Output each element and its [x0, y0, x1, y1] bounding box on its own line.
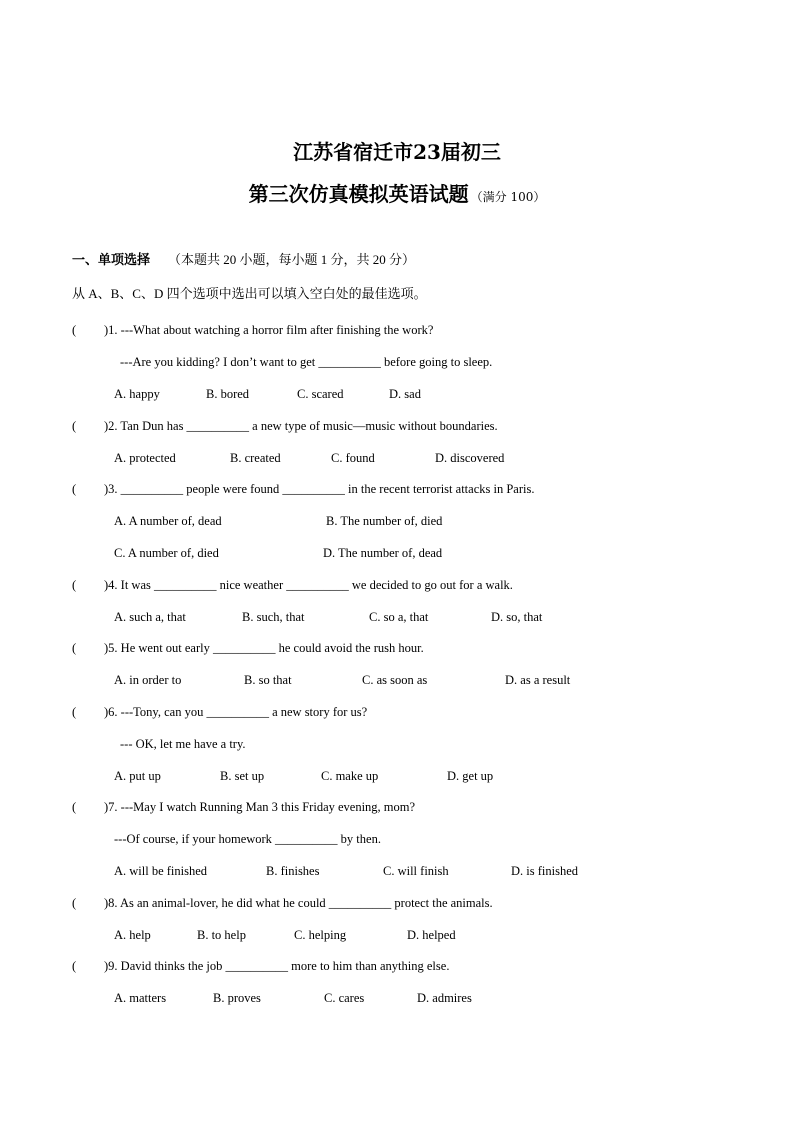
question-stem: )8. As an animal-lover, he did what he could __________ protect the animals. [104, 896, 493, 910]
option-c: C. helping [294, 928, 347, 942]
option-b: B. created [230, 451, 281, 465]
option-d: D. admires [417, 991, 472, 1005]
answer-bracket: ( [72, 323, 77, 337]
answer-bracket: ( [72, 641, 77, 655]
option-d: D. The number of, dead [323, 546, 443, 560]
option-a: A. matters [114, 991, 167, 1005]
option-c: C. found [331, 451, 375, 465]
option-c: C. cares [324, 991, 365, 1005]
answer-bracket: ( [72, 482, 77, 496]
answer-bracket: ( [72, 959, 77, 973]
option-b: B. so that [244, 673, 292, 687]
option-a: A. happy [114, 387, 160, 401]
answer-bracket: ( [72, 419, 77, 433]
question-1 [72, 322, 433, 338]
option-a: A. protected [114, 451, 176, 465]
answer-bracket: ( [72, 705, 77, 719]
question-8 [72, 895, 493, 911]
question-9 [72, 958, 449, 974]
option-b: B. such, that [242, 610, 305, 624]
question-6 [72, 704, 367, 720]
option-c: C. as soon as [362, 673, 428, 687]
option-d: D. discovered [435, 451, 505, 465]
option-c: C. so a, that [369, 610, 429, 624]
option-d: D. as a result [505, 673, 571, 687]
exam-subtitle-text: 第三次仿真模拟英语试题 [248, 182, 469, 206]
section-instruction: 从 A、B、C、D 四个选项中选出可以填入空白处的最佳选项。 [72, 286, 427, 301]
question-stem: )5. He went out early __________ he could avoid the rush hour. [104, 641, 424, 655]
option-b: B. bored [206, 387, 250, 401]
question-1-reply: ---Are you kidding? I don’t want to get __________ before going to sleep. [120, 355, 493, 369]
question-4 [72, 577, 513, 593]
question-stem: )4. It was __________ nice weather __________ we decided to go out for a walk. [104, 578, 513, 592]
option-a: A. A number of, dead [114, 514, 222, 528]
question-stem: )6. ---Tony, can you __________ a new story for us? [104, 705, 368, 719]
question-7-reply: ---Of course, if your homework __________ by then. [114, 832, 381, 846]
option-d: D. helped [407, 928, 456, 942]
option-c: C. make up [321, 769, 379, 783]
section-note: （本题共 20 小题，每小题 1 分，共 20 分） [168, 252, 416, 267]
option-b: B. The number of, died [326, 514, 443, 528]
question-6-reply: --- OK, let me have a try. [120, 737, 246, 751]
option-a: A. will be finished [114, 864, 208, 878]
option-d: D. get up [447, 769, 494, 783]
option-b: B. to help [197, 928, 246, 942]
answer-bracket: ( [72, 896, 77, 910]
option-a: A. help [114, 928, 151, 942]
option-b: B. finishes [266, 864, 320, 878]
option-a: A. put up [114, 769, 161, 783]
option-b: B. set up [220, 769, 265, 783]
question-stem: )1. ---What about watching a horror film after finishing the work? [104, 323, 434, 337]
question-5 [72, 640, 424, 656]
option-c: C. will finish [383, 864, 449, 878]
option-d: D. is finished [511, 864, 579, 878]
question-3 [72, 481, 534, 497]
exam-subtitle [0, 178, 794, 207]
option-a: A. such a, that [114, 610, 186, 624]
option-c: C. scared [297, 387, 344, 401]
option-c: C. A number of, died [114, 546, 219, 560]
section-heading [72, 249, 415, 268]
answer-bracket: ( [72, 578, 77, 592]
option-b: B. proves [213, 991, 261, 1005]
section-title: 一、单项选择 [72, 253, 151, 268]
question-stem: )9. David thinks the job __________ more to him than anything else. [104, 959, 450, 973]
option-d: D. sad [389, 387, 421, 401]
score-note: （满分 100） [470, 190, 546, 204]
question-stem: )3. __________ people were found __________ in the recent terrorist attacks in Paris. [104, 482, 535, 496]
question-7 [72, 799, 415, 815]
question-stem: )2. Tan Dun has __________ a new type of music—music without boundaries. [104, 419, 498, 433]
exam-title: 江苏省宿迁市23届初三 [293, 140, 501, 164]
question-2 [72, 418, 498, 434]
option-a: A. in order to [114, 673, 182, 687]
answer-bracket: ( [72, 800, 77, 814]
question-stem: )7. ---May I watch Running Man 3 this Friday evening, mom? [104, 800, 416, 814]
option-d: D. so, that [491, 610, 543, 624]
